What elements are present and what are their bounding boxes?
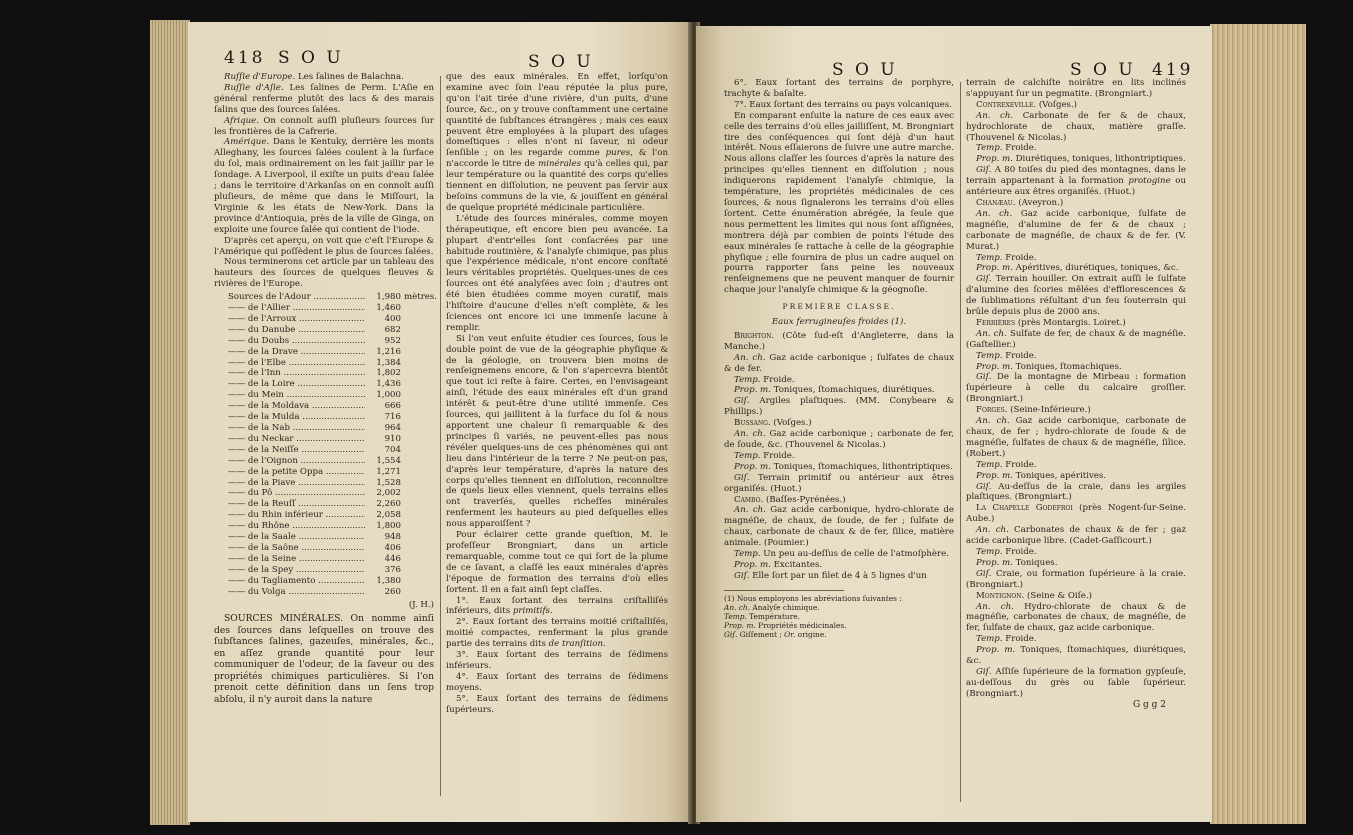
paragraph: 4°. Eaux ſortant des terrains de ſédimens moyens. bbox=[446, 671, 668, 693]
entry-line: Giſ. Terrain primitif ou antérieur aux êtres organiſés. (Huot.) bbox=[724, 472, 954, 494]
river-name: —— de la petite Oppa ..... bbox=[228, 467, 365, 478]
river-row bbox=[228, 532, 434, 543]
river-unit bbox=[401, 467, 434, 478]
river-name: —— de l'Inn ..... bbox=[228, 368, 365, 379]
river-row bbox=[228, 423, 434, 434]
entry-line: Montignon. (Seine & Oiſe.) bbox=[976, 590, 1092, 601]
river-altitude: 1,980 bbox=[376, 292, 401, 303]
entry-line: terrain de calchiſte noirâtre en lits inclinés s'appuyant ſur un pegmatite. (Brongniart.) bbox=[966, 78, 1186, 99]
entry-line: Prop. m. Toniques, ſtomachiques, diurétiques, &c. bbox=[966, 645, 1186, 667]
river-altitude: 964 bbox=[384, 423, 401, 433]
paragraph: 5°. Eaux ſortant des terrains de ſédimens ſupérieurs. bbox=[446, 693, 668, 715]
river-altitude: 2,260 bbox=[376, 499, 401, 510]
river-altitude: 1,554 bbox=[376, 455, 401, 466]
river-name: —— de l'Elbe ..... bbox=[228, 358, 365, 369]
river-unit bbox=[401, 565, 434, 576]
river-name: —— de la Spey ..... bbox=[228, 565, 365, 576]
entry-line: An. ch. Carbonate de fer & de chaux, hydrochlorate de chaux, matière graſſe. (Thouvenel & Nicolas.) bbox=[966, 110, 1186, 143]
river-altitude: 952 bbox=[384, 335, 401, 346]
river-unit bbox=[401, 347, 434, 358]
river-row bbox=[228, 456, 434, 467]
entry-line: Giſ. Craie, ou formation ſupérieure à la craie. (Brongniart.) bbox=[966, 568, 1186, 590]
entry-line: Temp. Froide. bbox=[976, 546, 1037, 557]
entry-line: Forges. (Seine-Inférieure.) bbox=[976, 405, 1091, 416]
river-unit bbox=[401, 325, 434, 336]
author-signature: (J. H.) bbox=[408, 599, 434, 610]
left-col1-paragraphs bbox=[214, 72, 434, 290]
river-altitude: 1,000 bbox=[376, 390, 401, 401]
entry-line: An. ch. Gaz acide carbonique, carbonate de chaux, de fer ; hydro-chlorate de ſoude & de magnéſie, ſulfates de chaux & de magnéſie, ſilice. (Robert.) bbox=[966, 416, 1186, 459]
river-row bbox=[228, 510, 434, 521]
river-row bbox=[228, 478, 434, 489]
river-name: —— de l'Oignon ..... bbox=[228, 456, 365, 467]
river-row bbox=[228, 488, 434, 499]
river-name: —— du Pô ..... bbox=[228, 488, 365, 499]
river-unit bbox=[401, 521, 434, 532]
entry-line: Giſ. Terrain houiller. On extrait auſſi le ſulfate d'alumine des ſcories mêlées d'efflorescences & de ſublimations réſultant d'un feu ſouterrain qui brûle depuis plus de 2000 ans. bbox=[966, 274, 1186, 318]
entry-line: Brighton. (Côte ſud-eſt d'Angleterre, dans la Manche.) bbox=[724, 330, 954, 352]
entry-line: Prop. m. Diurétiques, toniques, lithontriptiques. bbox=[976, 154, 1186, 165]
paragraph: Ruſſie d'Europe. Les ſalines de Balachna. bbox=[224, 72, 404, 82]
river-name: —— de la Seine ..... bbox=[228, 554, 365, 565]
right-column-2 bbox=[966, 78, 1186, 711]
running-head-right-1: S O U bbox=[832, 60, 898, 80]
river-row bbox=[228, 325, 434, 336]
river-unit bbox=[401, 434, 434, 445]
paragraph: Amérique. Dans le Kentuky, derrière les monts Alleghany, les ſources ſalées coulent à la ſurface du ſol, mais ordinairement on les fait jaillir par le ſondage. A Liverpool, il exiſte un puits d'eau ſalée ; dans le territoire d'Arkanſas on en connoît auſſi pluſieurs, de même que dans le Miſſouri, la Virginie & les états de New-York. Dans la province d'Antioquia, près de la ville de Ginga, on exploite une ſource ſalée qui contient de l'iode. bbox=[214, 137, 434, 235]
river-row bbox=[228, 401, 434, 412]
left-page-edges bbox=[150, 20, 190, 825]
river-altitude: 1,800 bbox=[376, 521, 401, 532]
class-subheading: Eaux ferrugineuſes froides (1). bbox=[771, 317, 907, 328]
mineral-water-entries-1 bbox=[724, 331, 954, 582]
paragraph: En comparant enſuite la nature de ces eaux avec celle des terrains d'où elles jailliſſent, M. Brongniart tire des conſéquences qui ſont déjà d'un haut intérêt. Nous eſſaierons de ſuivre une autre marche. Nous allons claſſer les ſources d'après la nature des principes qu'elles tiennent en diſſolution ; nous indiquerons rapidement l'analyſe chimique, la température, les propriétés médicinales de ces ſources, & nous ſignalerons les terrains d'où elles ſortent. Cette énumération abrégée, la ſeule que nous permettent les limites qui nous ſont aſſignées, montrera déjà par combien de points l'étude des eaux minérales ſe rattache à celle de la géographie phyſique ; elle fournira de plus un cadre auquel on pourra rapporter ſans peine les nouveaux renſeignemens que ne peuvent manquer de fournir chaque jour l'analyſe chimique & la géognoſie. bbox=[724, 110, 954, 296]
entry-line: Prop. m. Toniques. bbox=[976, 557, 1058, 568]
river-unit bbox=[401, 488, 434, 499]
river-row bbox=[228, 467, 434, 478]
river-altitude: 1,528 bbox=[376, 477, 401, 488]
river-row bbox=[228, 412, 434, 423]
river-name: —— du Neckar ..... bbox=[228, 434, 365, 445]
river-row bbox=[228, 587, 434, 598]
river-name: —— du Volga ..... bbox=[228, 587, 365, 598]
paragraph: Ruſſie d'Aſie. Les ſalines de Perm. L'Aſie en général renferme plutôt des lacs & des marais ſalins que des ſources ſalées. bbox=[214, 82, 434, 115]
paragraph: 7°. Eaux ſortant des terrains ou pays volcaniques. bbox=[734, 99, 952, 110]
river-unit bbox=[401, 456, 434, 467]
entry-line: Chanæau. (Aveyron.) bbox=[976, 197, 1064, 208]
river-name: —— de la Nab ..... bbox=[228, 423, 365, 434]
river-row bbox=[228, 336, 434, 347]
river-altitude: 716 bbox=[384, 412, 401, 423]
river-altitude: 1,384 bbox=[376, 357, 401, 368]
river-altitude: 1,802 bbox=[376, 368, 401, 379]
river-row bbox=[228, 292, 438, 303]
river-row bbox=[228, 358, 434, 369]
river-altitude: 1,380 bbox=[376, 575, 401, 586]
river-altitude: 406 bbox=[384, 542, 401, 553]
right-column-1 bbox=[724, 78, 954, 639]
paragraph: 1°. Eaux ſortant des terrains criſtalliſés inférieurs, dits primitifs. bbox=[446, 595, 668, 617]
river-row bbox=[228, 521, 434, 532]
river-unit bbox=[401, 499, 434, 510]
entry-line: An. ch. Gaz acide carbonique, ſulfate de magnéſie, d'alumine de fer & de chaux ; carbonate de magnéſie, de chaux & de fer. (V. Murat.) bbox=[966, 208, 1186, 252]
river-name: —— du Mein ..... bbox=[228, 390, 365, 401]
entry-line: Giſ. A 80 toiſes du pied des montagnes, dans le terrain appartenant à la formation protogine ou antérieure aux êtres organiſés. (Huot.) bbox=[966, 165, 1186, 198]
river-name: —— de l'Arroux ..... bbox=[228, 314, 365, 325]
entry-line: Prop. m. Apéritives, diurétiques, toniques, &c. bbox=[976, 263, 1179, 274]
river-unit: mètres. bbox=[404, 292, 438, 303]
entry-line: Temp. Froide. bbox=[976, 459, 1037, 470]
river-name: —— de l'Allier ..... bbox=[228, 303, 365, 314]
entry-line: Ferrières (près Montargis. Loiret.) bbox=[976, 317, 1126, 328]
river-unit bbox=[401, 478, 434, 489]
river-unit bbox=[401, 587, 434, 598]
river-name: Sources de l'Adour ..... bbox=[228, 292, 365, 303]
river-unit bbox=[401, 532, 434, 543]
entry-line: Contrexeville. (Voſges.) bbox=[976, 99, 1078, 110]
paragraph: 3°. Eaux ſortant des terrains de ſédimens inférieurs. bbox=[446, 650, 668, 671]
river-name: —— du Tagliamento ..... bbox=[228, 576, 365, 587]
footnote-line: Temp. Température. bbox=[724, 611, 800, 621]
river-unit bbox=[401, 379, 434, 390]
river-row bbox=[228, 576, 434, 587]
river-name: —— de la Piave ..... bbox=[228, 478, 365, 489]
river-unit bbox=[401, 543, 434, 554]
river-unit bbox=[401, 412, 434, 423]
paragraph: L'étude des ſources minérales, comme moyen thérapeutique, eſt encore bien peu avancée. La plupart d'entr'elles ſont conſacrées par une habitude routinière, & l'analyſe chimique, pas plus que l'expérience médicale, n'ont encore conſtaté leurs véritables propriétés. Quelques-unes de ces ſources ont été analyſées avec ſoin ; d'autres ont été bien étudiées comme moyen curatif, mais l'hiſtoire d'aucune d'elles n'eſt complète, & les ſciences ont encore ici une immenſe lacune à remplir. bbox=[446, 213, 668, 333]
river-row bbox=[228, 379, 434, 390]
sources-minerales-intro: SOURCES MINÉRALES. On nomme ainſi des ſources dans leſquelles on trouve des ſubſtances ſalines, gazeuſes, minérales, &c., en aſſez grande quantité pour leur communiquer de l'odeur, de la ſaveur ou des propriétés chimiques particulières. Si l'on prenoit cette définition dans un ſens trop abſolu, il n'y auroit dans la nature bbox=[214, 613, 434, 705]
river-altitude: 910 bbox=[384, 433, 401, 444]
entry-line: An. ch. Hydro-chlorate de chaux & de magnéſie, carbonates de chaux, de magnéſie, de fer, ſulfate de chaux, gaz acide carbonique. bbox=[966, 601, 1186, 634]
entry-line: An. ch. Gaz acide carbonique ; carbonate de fer, de ſoude, &c. (Thouvenel & Nicolas.) bbox=[724, 429, 954, 450]
river-name: —— de la Neiſſe ..... bbox=[228, 445, 365, 456]
entry-line: An. ch. Gaz acide carbonique ; ſulfates de chaux & de fer. bbox=[724, 352, 954, 374]
river-name: —— du Rhône ..... bbox=[228, 521, 365, 532]
river-name: —— de la Loire ..... bbox=[228, 379, 365, 390]
river-sources-table bbox=[228, 292, 438, 597]
footnote-line: An. ch. Analyſe chimique. bbox=[724, 602, 820, 612]
river-altitude: 376 bbox=[384, 564, 401, 575]
river-row bbox=[228, 434, 434, 445]
river-unit bbox=[401, 368, 434, 379]
entry-line: Temp. Un peu au-deſſus de celle de l'atmoſphère. bbox=[734, 549, 949, 560]
entry-line: Prop. m. Toniques, ſtomachiques, lithontriptiques. bbox=[734, 461, 953, 472]
river-row bbox=[228, 543, 434, 554]
river-unit bbox=[401, 554, 434, 565]
river-row bbox=[228, 554, 434, 565]
river-name: —— du Rhin inférieur ..... bbox=[228, 510, 365, 521]
page-number-left: 418 bbox=[224, 48, 266, 68]
river-altitude: 1,271 bbox=[376, 466, 401, 477]
entry-line: Prop. m. Toniques, ſtomachiques. bbox=[976, 361, 1122, 372]
river-name: —— de la Reuſſ ..... bbox=[228, 499, 365, 510]
river-unit bbox=[401, 576, 434, 587]
entry-line: Giſ. Elle ſort par un filet de 4 à 5 lignes d'un bbox=[734, 570, 927, 581]
river-row bbox=[228, 390, 434, 401]
entry-line: Giſ. Aſſiſe ſupérieure de la formation gypſeuſe, au-deſſous du grès ou ſable ſupérieur. (Brongniart.) bbox=[966, 666, 1186, 699]
entry-line: An. ch. Gaz acide carbonique, hydro-chlorate de magnéſie, de chaux, de ſoude, de fer ; ſulfate de chaux, carbonate de chaux & de fer, ſilice, matière animale. (Poumier.) bbox=[724, 505, 954, 549]
signature-mark: G g g 2 bbox=[1132, 699, 1166, 710]
entry-line: Temp. Froide. bbox=[976, 143, 1037, 154]
river-altitude: 2,058 bbox=[376, 510, 401, 521]
entry-line: An. ch. Sulfate de fer, de chaux & de magnéſie. (Gaſtellier.) bbox=[966, 328, 1186, 350]
class-heading: PREMIÈRE CLASSE. bbox=[782, 302, 896, 312]
entry-line: Temp. Froide. bbox=[976, 634, 1037, 645]
river-altitude: 1,460 bbox=[376, 303, 401, 314]
mineral-water-entries-2 bbox=[966, 78, 1186, 700]
river-row bbox=[228, 303, 434, 314]
entry-line: Giſ. De la montagne de Mirbeau : formation ſupérieure à celle du calcaire groſſier. (Brongniart.) bbox=[966, 372, 1186, 405]
river-row bbox=[228, 499, 434, 510]
river-altitude: 400 bbox=[384, 313, 401, 324]
paragraph: Nous terminerons cet article par un tableau des hauteurs des ſources de quelques fleuves & rivières de l'Europe. bbox=[214, 257, 434, 290]
paragraph: D'après cet aperçu, on voit que c'eſt l'Europe & l'Amérique qui poſſèdent le plus de ſources ſalées. bbox=[214, 235, 434, 257]
river-name: —— de la Saale ..... bbox=[228, 532, 365, 543]
entry-line: La Chapelle Godefroi (près Nogent-ſur-Seine. Aube.) bbox=[966, 503, 1186, 525]
river-altitude: 682 bbox=[384, 324, 401, 335]
paragraph: que des eaux minérales. En effet, lorſqu'on examine avec ſoin l'eau réputée la plus pure, qu'on l'ait tirée d'une rivière, d'un puits, d'une ſource, &c., on y trouve conſtamment une certaine quantité de ſubſtances étrangères ; mais ces eaux peuvent être employées à la plupart des uſages domeſtiques : elles n'ont ni ſaveur, ni odeur ſenſible ; on les regarde comme pures, & l'on n'accorde le titre de minérales qu'à celles qui, par leur température ou la quantité des corps qu'elles tiennent en diſſolution, ne peuvent pas ſervir aux beſoins communs de la vie, & jouiſſent en général de quelque propriété médicinale particulière. bbox=[446, 72, 668, 213]
river-row bbox=[228, 445, 434, 456]
entry-line: Temp. Froide. bbox=[734, 374, 795, 385]
river-unit bbox=[401, 401, 434, 412]
right-col1-paragraphs bbox=[724, 78, 954, 296]
entry-line: Prop. m. Toniques, apéritives. bbox=[976, 470, 1107, 481]
entry-line: Cambo. (Baſſes-Pyrénées.) bbox=[734, 494, 846, 505]
left-column-1 bbox=[214, 72, 438, 705]
river-altitude: 2,002 bbox=[376, 488, 401, 499]
river-altitude: 446 bbox=[384, 553, 401, 564]
river-altitude: 704 bbox=[384, 444, 401, 455]
river-unit bbox=[401, 303, 434, 314]
running-head-left: S O U bbox=[278, 48, 344, 68]
river-name: —— de la Saône ..... bbox=[228, 543, 365, 554]
paragraph: Pour éclairer cette grande queſtion, M. le profeſſeur Brongniart, dans un article remarquable, comme tout ce qui ſort de la plume de ce ſavant, a claſſé les eaux minérales d'après l'époque de formation des terrains d'où elles ſortent. Il en a fait ainſi ſept claſſes. bbox=[446, 530, 668, 595]
entry-line: Prop. m. Excitantes. bbox=[734, 559, 823, 570]
river-unit bbox=[401, 510, 434, 521]
river-row bbox=[228, 314, 434, 325]
left-column-2 bbox=[446, 72, 668, 715]
footnote-line: (1) Nous employons les abréviations ſuivantes : bbox=[724, 593, 902, 603]
paragraph: 2°. Eaux ſortant des terrains moitié criſtalliſés, moitié compactes, renfermant la plus grande partie des terrains dits de tranſition. bbox=[446, 617, 668, 650]
river-name: —— du Danube ..... bbox=[228, 325, 365, 336]
river-row bbox=[228, 565, 434, 576]
river-name: —— du Doubs ..... bbox=[228, 336, 365, 347]
paragraph: Afrique. On connoît auſſi pluſieurs ſources ſur les frontières de la Cafrerie. bbox=[214, 115, 434, 137]
river-altitude: 1,436 bbox=[376, 379, 401, 390]
river-name: —— de la Drave ..... bbox=[228, 347, 365, 358]
river-unit bbox=[401, 358, 434, 369]
entry-line: Giſ. Au-deſſus de la craie, dans les argiles plaſtiques. (Brongniart.) bbox=[966, 481, 1186, 503]
running-head-right-2: S O U bbox=[1070, 60, 1136, 80]
river-unit bbox=[401, 445, 434, 456]
river-altitude: 260 bbox=[384, 586, 401, 597]
entry-line: Temp. Froide. bbox=[976, 350, 1037, 361]
river-altitude: 1,216 bbox=[376, 346, 401, 357]
footnote-line: Prop. m. Propriétés médicinales. bbox=[724, 620, 847, 630]
footnote-abbreviations bbox=[724, 594, 954, 639]
entry-line: Giſ. Argiles plaſtiques. (MM. Conybeare & Phillips.) bbox=[724, 396, 954, 418]
footnote-rule bbox=[724, 590, 844, 591]
running-head-left-2: S O U bbox=[528, 52, 594, 72]
right-page bbox=[696, 26, 1212, 822]
river-name: —— de la Moldava ..... bbox=[228, 401, 365, 412]
river-altitude: 666 bbox=[384, 401, 401, 412]
entry-line: Bussang. (Voſges.) bbox=[734, 418, 812, 429]
river-row bbox=[228, 347, 434, 358]
river-altitude: 948 bbox=[384, 532, 401, 543]
entry-line: Temp. Froide. bbox=[734, 450, 795, 461]
entry-line: Temp. Froide. bbox=[976, 252, 1037, 263]
paragraph: 6°. Eaux ſortant des terrains de porphyre, trachyte & baſalte. bbox=[724, 78, 954, 99]
column-rule-right bbox=[960, 82, 961, 802]
river-name: —— de la Mulda ..... bbox=[228, 412, 365, 423]
river-row bbox=[228, 368, 434, 379]
paragraph: Si l'on veut enſuite étudier ces ſources, ſous le double point de vue de la géographie phyſique & de la géologie, on trouvera bien moins de renſeignemens encore, & l'on s'apercevra bientôt que tout ici reſte à faire. Certes, en l'envisageant ainſi, l'étude des eaux minérales eſt d'un grand intérêt & peut-être d'une utilité immenſe. Ces ſources, qui jaillitent à la ſurface du ſol & nous apportent une chaleur ſi remarquable & des principes ſi variés, ne peuvent-elles pas nous révéler quelques-uns de ces phénomènes qui ont lieu dans l'intérieur de la terre ? Ne peut-on pas, d'après leur température, d'après la nature des corps qu'elles tiennent en diſſolution, reconnoître de quels lieux elles viennent, quels terrains elles ont traverſés, quelles richeſſes minérales renferment les hauteurs au pied deſquelles elles nous apparoiſſent ? bbox=[446, 333, 668, 530]
river-unit bbox=[401, 336, 434, 347]
column-rule-left bbox=[440, 76, 441, 796]
page-number-right: 419 bbox=[1152, 60, 1194, 80]
right-page-edges bbox=[1210, 24, 1306, 824]
left-page bbox=[188, 22, 692, 822]
entry-line: An. ch. Carbonates de chaux & de fer ; gaz acide carbonique libre. (Cadet-Gaſſicourt.) bbox=[966, 525, 1186, 547]
footnote-line: Giſ. Giſſement ; Or. origine. bbox=[724, 629, 827, 639]
entry-line: Prop. m. Toniques, ſtomachiques, diurétiques. bbox=[734, 385, 935, 396]
river-unit bbox=[401, 390, 434, 401]
river-unit bbox=[401, 423, 434, 434]
river-unit bbox=[401, 314, 434, 325]
